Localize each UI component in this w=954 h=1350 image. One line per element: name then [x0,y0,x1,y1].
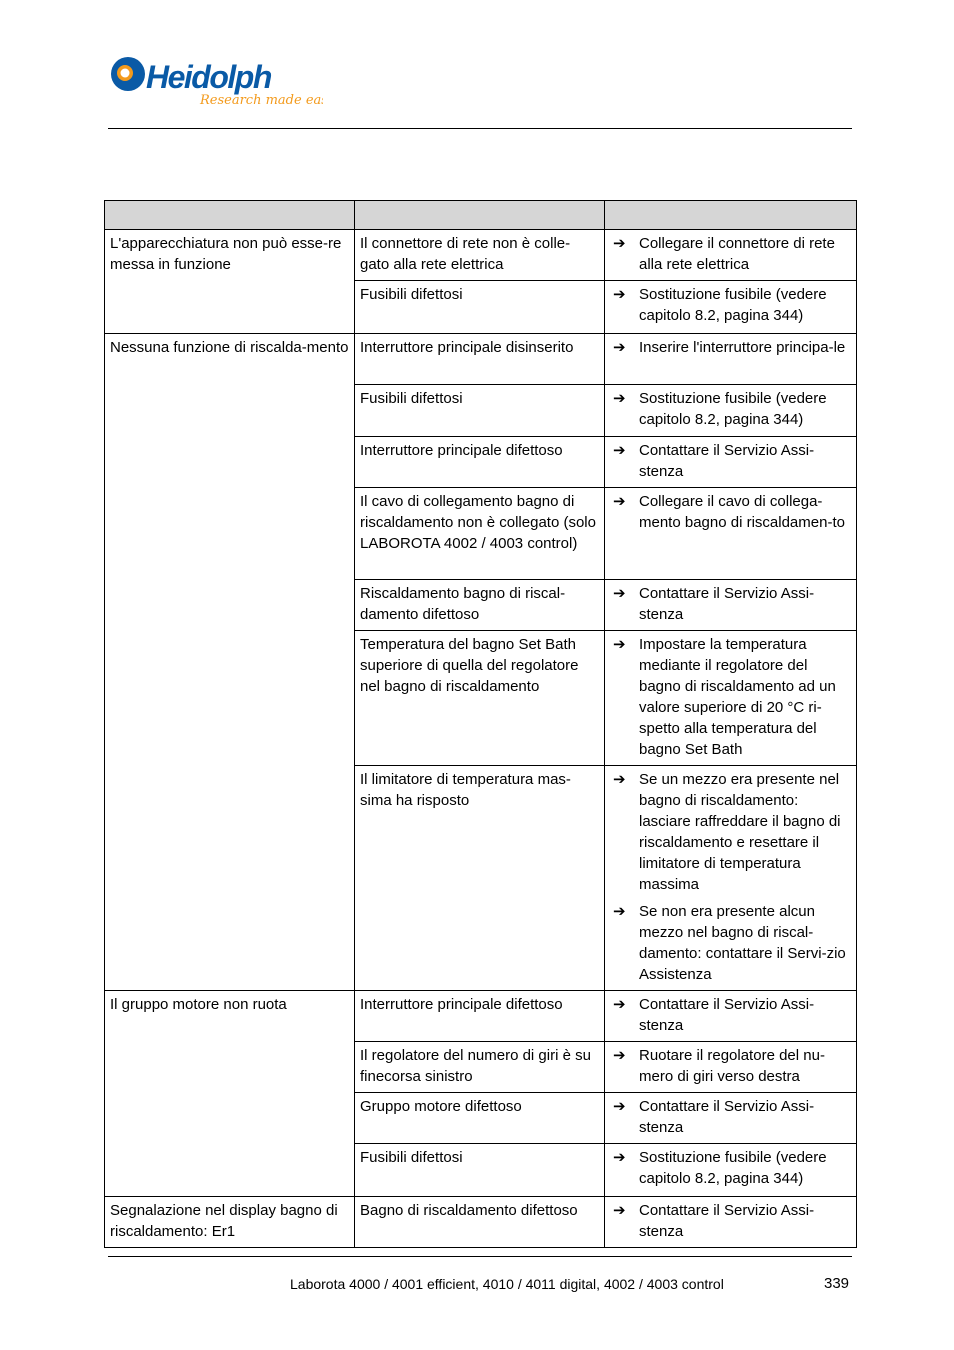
cause-cell: Fusibili difettosi [355,1144,605,1197]
problem-cell: Il gruppo motore non ruota [105,991,355,1197]
remedy-cell [605,230,857,281]
problem-cell: Segnalazione nel display bagno di riscaldamento: Er1 [105,1197,355,1248]
remedy-text: Ruotare il regolatore del nu-mero di giri verso destra [639,1047,825,1085]
cause-cell: Il regolatore del numero di giri è su finecorsa sinistro [355,1042,605,1093]
remedy-cell [605,385,857,437]
cause-cell: Il connettore di rete non è colle-gato alla rete elettrica [355,230,605,281]
cause-cell: Temperatura del bagno Set Bath superiore di quella del regolatore nel bagno di riscaldamento [355,631,605,766]
cause-cell: Interruttore principale difettoso [355,437,605,488]
remedy-item [610,284,851,326]
remedy-text: Impostare la temperatura mediante il regolatore del bagno di riscaldamento ad un valore superiore di 20 °C ri-spetto alla temperatura del bagno Set Bath [639,636,836,758]
remedy-item [610,388,851,430]
arrow-right-icon: ➔ [613,636,626,653]
table-header-row [105,201,857,230]
header-cell-remedy [605,201,857,230]
remedy-item [610,233,851,275]
remedy-cell [605,437,857,488]
remedy-item [610,337,851,358]
remedy-item [610,440,851,482]
arrow-right-icon: ➔ [613,1098,626,1115]
remedy-cell [605,766,857,991]
svg-text:Research made easy: Research made easy [200,93,323,108]
cause-cell: Interruttore principale difettoso [355,991,605,1042]
remedy-text: Se un mezzo era presente nel bagno di riscaldamento: lasciare raffreddare il bagno di riscaldamento e resettare il limitatore di temperatura massima [639,771,841,893]
remedy-item [610,769,851,895]
arrow-right-icon: ➔ [613,771,626,788]
arrow-right-icon: ➔ [613,903,626,920]
remedy-item [610,583,851,625]
remedy-text: Contattare il Servizio Assi-stenza [639,442,815,480]
cause-cell: Gruppo motore difettoso [355,1093,605,1144]
remedy-item [610,1200,851,1242]
arrow-right-icon: ➔ [613,235,626,252]
remedy-text: Contattare il Servizio Assi-stenza [639,1202,815,1240]
table-row [105,1197,857,1248]
remedy-text: Sostituzione fusibile (vedere capitolo 8.2, pagina 344) [639,390,827,428]
remedy-text: Contattare il Servizio Assi-stenza [639,1098,815,1136]
remedy-cell [605,1144,857,1197]
arrow-right-icon: ➔ [613,442,626,459]
troubleshooting-table [104,200,857,1248]
remedy-cell [605,1197,857,1248]
cause-cell: Fusibili difettosi [355,385,605,437]
remedy-item [610,1147,851,1189]
remedy-text: Sostituzione fusibile (vedere capitolo 8.2, pagina 344) [639,286,827,324]
problem-cell: L'apparecchiatura non può esse-re messa in funzione [105,230,355,334]
cause-cell: Bagno di riscaldamento difettoso [355,1197,605,1248]
problem-cell: Nessuna funzione di riscalda-mento [105,334,355,991]
arrow-right-icon: ➔ [613,1149,626,1166]
remedy-cell [605,1042,857,1093]
arrow-right-icon: ➔ [613,390,626,407]
arrow-right-icon: ➔ [613,1202,626,1219]
arrow-right-icon: ➔ [613,1047,626,1064]
remedy-cell [605,334,857,385]
remedy-text: Inserire l'interruttore principa-le [639,339,846,356]
footer-rule [108,1256,852,1257]
remedy-text: Sostituzione fusibile (vedere capitolo 8.2, pagina 344) [639,1149,827,1187]
table-row [105,991,857,1042]
remedy-item [610,1096,851,1138]
remedy-cell [605,488,857,580]
remedy-item [610,901,851,985]
remedy-cell [605,1093,857,1144]
remedy-text: Se non era presente alcun mezzo nel bagno di riscal-damento: contattare il Servi-zio Assistenza [639,903,846,983]
header-rule [108,128,852,129]
heidolph-logo [108,52,323,112]
cause-cell: Il cavo di collegamento bagno di riscaldamento non è collegato (solo LABOROTA 4002 / 4003 control) [355,488,605,580]
svg-text:Heidolph: Heidolph [146,59,271,95]
remedy-cell [605,281,857,334]
remedy-item [610,1045,851,1087]
remedy-item [610,491,851,533]
cause-cell: Fusibili difettosi [355,281,605,334]
table-row [105,334,857,385]
arrow-right-icon: ➔ [613,585,626,602]
page-number: 339 [824,1275,850,1292]
cause-cell: Il limitatore di temperatura mas-sima ha risposto [355,766,605,991]
remedy-item [610,994,851,1036]
arrow-right-icon: ➔ [613,493,626,510]
remedy-text: Contattare il Servizio Assi-stenza [639,996,815,1034]
arrow-right-icon: ➔ [613,339,626,356]
remedy-item [610,634,851,760]
arrow-right-icon: ➔ [613,286,626,303]
arrow-right-icon: ➔ [613,996,626,1013]
table-row [105,230,857,281]
remedy-cell [605,580,857,631]
remedy-cell [605,631,857,766]
remedy-text: Collegare il connettore di rete alla rete elettrica [639,235,835,273]
remedy-text: Contattare il Servizio Assi-stenza [639,585,815,623]
remedy-cell [605,991,857,1042]
remedy-text: Collegare il cavo di collega-mento bagno di riscaldamen-to [639,493,845,531]
cause-cell: Interruttore principale disinserito [355,334,605,385]
cause-cell: Riscaldamento bagno di riscal-damento difettoso [355,580,605,631]
header-cell-problem [105,201,355,230]
header-cell-cause [355,201,605,230]
footer-product: Laborota 4000 / 4001 efficient, 4010 / 4011 digital, 4002 / 4003 control [290,1276,724,1292]
